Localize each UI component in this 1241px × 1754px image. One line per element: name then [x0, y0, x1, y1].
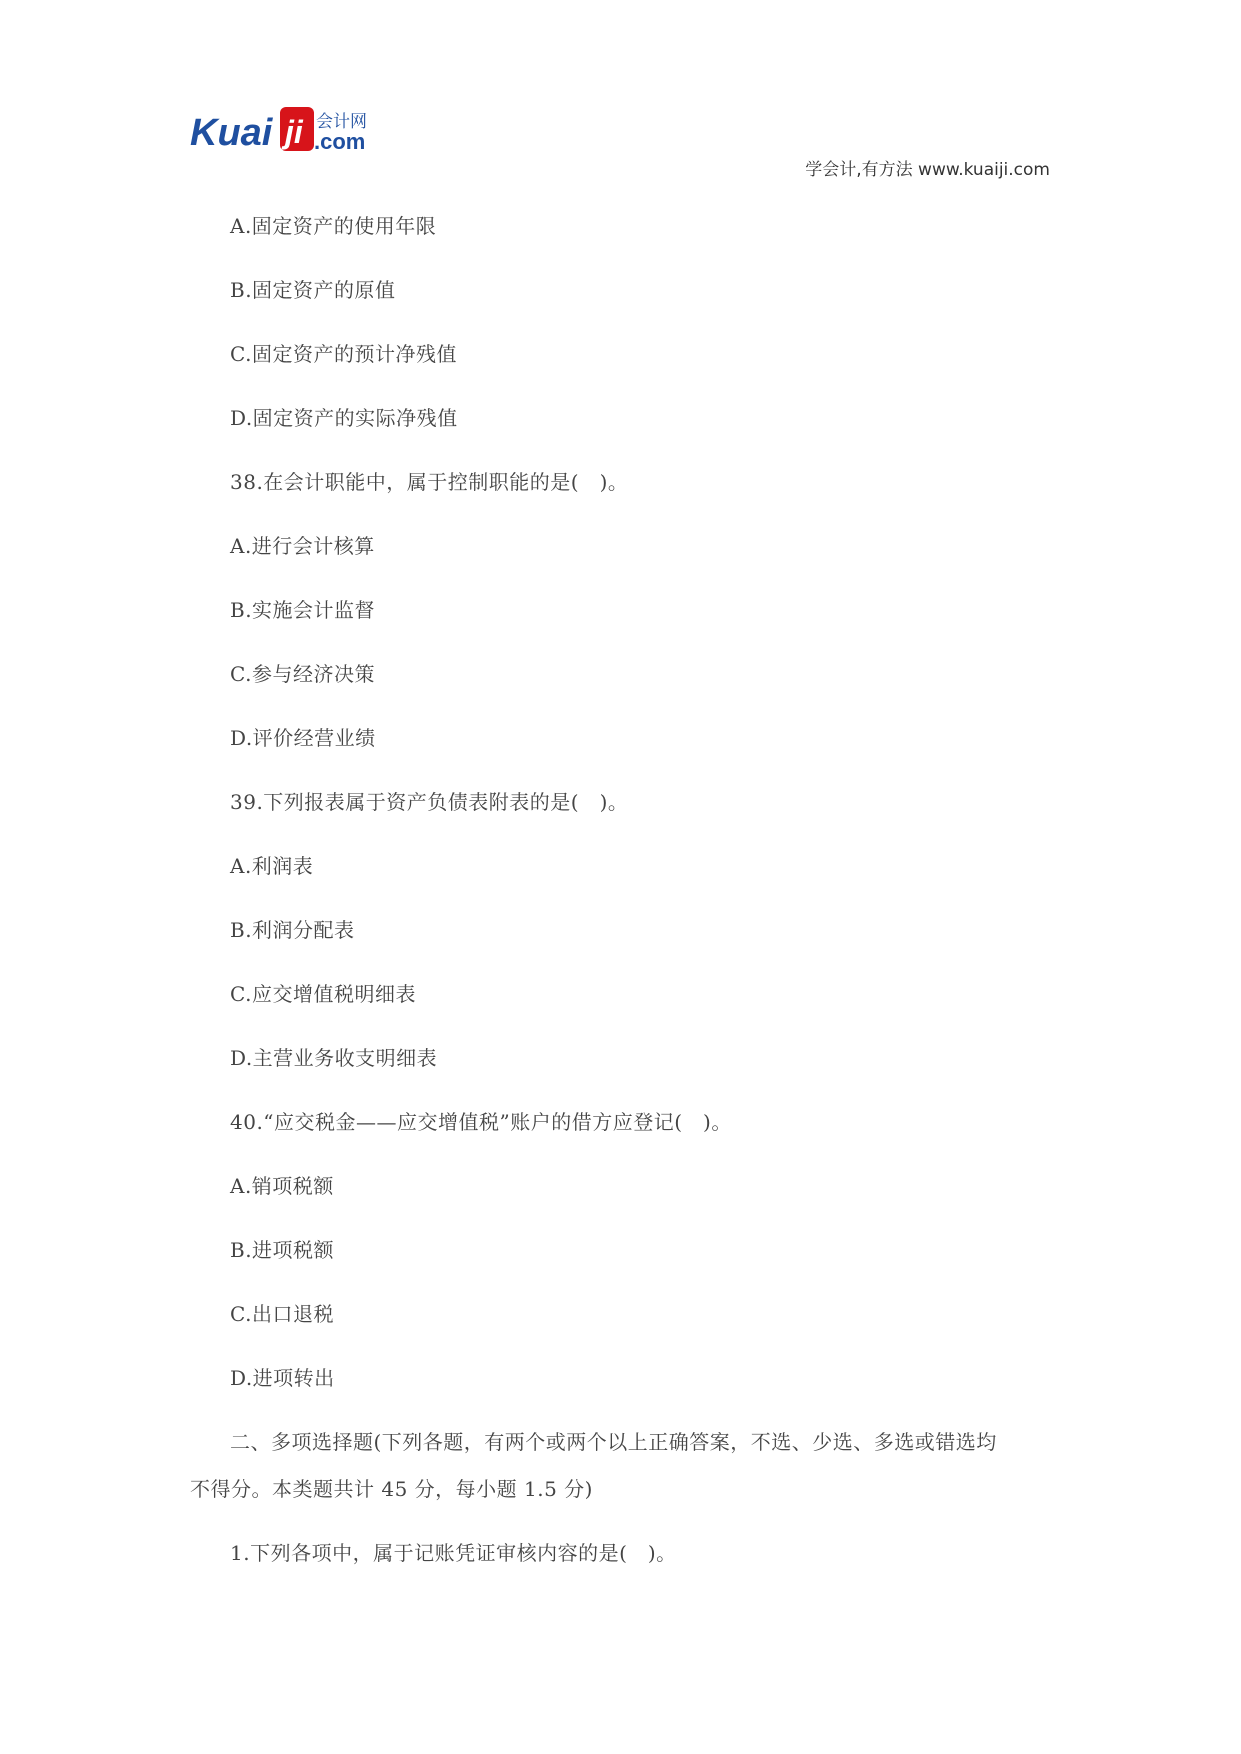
option-line: A.销项税额 [230, 1174, 334, 1198]
option-line: C.出口退税 [230, 1302, 334, 1326]
question-line: 1.下列各项中，属于记账凭证审核内容的是( )。 [230, 1541, 677, 1565]
option-line: D.评价经营业绩 [230, 726, 376, 750]
option-line: B.固定资产的原值 [230, 278, 396, 302]
option-line: D.固定资产的实际净残值 [230, 406, 458, 430]
section-heading: 二、多项选择题(下列各题，有两个或两个以上正确答案，不选、少选、多选或错选均 [230, 1430, 997, 1454]
option-line: C.应交增值税明细表 [230, 982, 416, 1006]
question-line: 39.下列报表属于资产负债表附表的是( )。 [230, 790, 629, 814]
section-heading-continued: 不得分。本类题共计 45 分，每小题 1.5 分) [190, 1477, 593, 1501]
option-line: B.利润分配表 [230, 918, 355, 942]
svg-text:ji: ji [285, 114, 303, 150]
question-line: 40.“应交税金——应交增值税”账户的借方应登记( )。 [230, 1110, 732, 1134]
option-line: A.进行会计核算 [230, 534, 375, 558]
page-header [190, 105, 1050, 185]
option-line: A.固定资产的使用年限 [230, 214, 437, 238]
option-line: B.实施会计监督 [230, 598, 376, 622]
option-line: D.进项转出 [230, 1366, 335, 1390]
site-tagline: 学会计,有方法 www.kuaiji.com [805, 160, 1050, 180]
option-line: B.进项税额 [230, 1238, 335, 1262]
question-line: 38.在会计职能中，属于控制职能的是( )。 [230, 470, 629, 494]
svg-text:会计网: 会计网 [316, 112, 367, 132]
option-line: C.固定资产的预计净残值 [230, 342, 457, 366]
option-line: C.参与经济决策 [230, 662, 375, 686]
option-line: D.主营业务收支明细表 [230, 1046, 438, 1070]
svg-text:Kuai: Kuai [190, 112, 273, 154]
svg-text:.com: .com [314, 129, 366, 154]
kuaiji-logo [190, 105, 410, 165]
option-line: A.利润表 [230, 854, 314, 878]
